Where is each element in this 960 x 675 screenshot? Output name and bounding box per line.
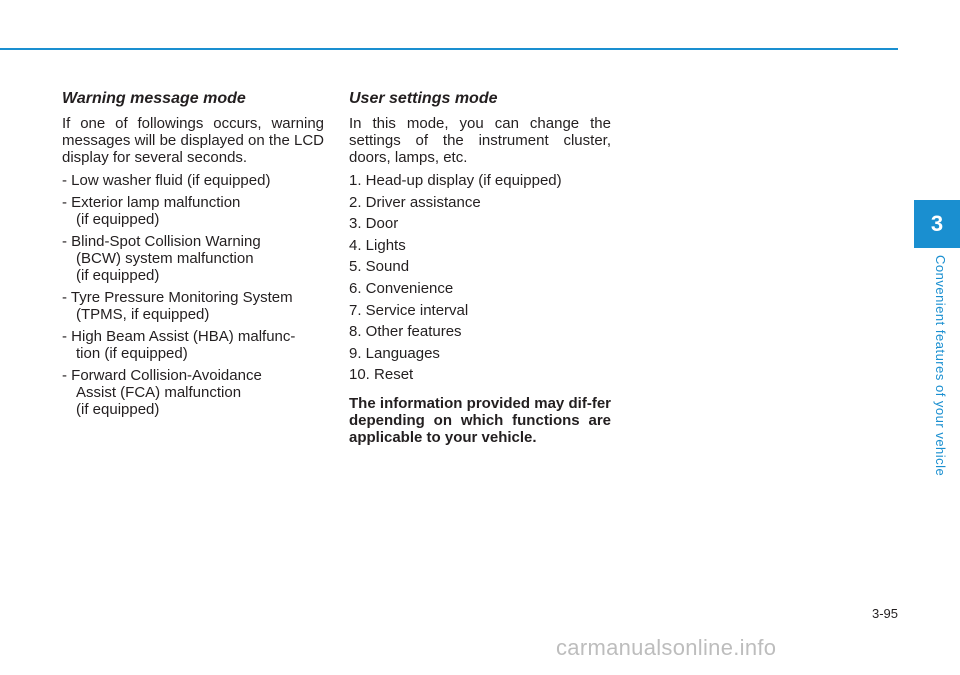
settings-list-item: 9. Languages — [349, 344, 440, 362]
warning-list-item — [62, 289, 324, 323]
warning-list-item — [62, 194, 324, 228]
warning-message-section — [62, 90, 324, 423]
user-settings-intro-paragraph: In this mode, you can change the settings of the instrument cluster, doors, lamps, etc. — [349, 115, 611, 166]
note-paragraph: The information provided may dif-fer depending on which functions are applicable to your vehicle. — [349, 395, 611, 447]
section-heading-user-settings: User settings mode — [349, 90, 498, 107]
warning-intro-paragraph: If one of followings occurs, warning messages will be displayed on the LCD display for several seconds. — [62, 115, 324, 166]
settings-list-item: 3. Door — [349, 215, 399, 233]
warning-list-item — [62, 328, 324, 362]
section-heading-warning: Warning message mode — [62, 90, 246, 107]
warning-item-text: - Blind-Spot Collision Warning — [62, 233, 261, 250]
settings-list-item: 7. Service interval — [349, 301, 469, 319]
settings-list-item: 6. Convenience — [349, 279, 454, 297]
page-number: 3-95 — [871, 606, 898, 621]
top-rule — [0, 48, 898, 50]
warning-item-continuation: (BCW) system malfunction — [76, 250, 254, 267]
settings-list-item: 4. Lights — [349, 236, 406, 254]
warning-item-text: - Forward Collision-Avoidance — [62, 367, 262, 384]
warning-item-continuation: Assist (FCA) malfunction — [76, 384, 242, 401]
warning-item-continuation: tion (if equipped) — [76, 345, 188, 362]
settings-list-item: 1. Head-up display (if equipped) — [349, 172, 562, 189]
warning-item-continuation: (TPMS, if equipped) — [76, 306, 210, 323]
watermark: carmanualsonline.info — [556, 635, 777, 660]
warning-list — [62, 172, 324, 418]
warning-item-text: - Tyre Pressure Monitoring System — [62, 289, 293, 306]
warning-list-item — [62, 233, 324, 284]
settings-list — [349, 172, 611, 383]
chapter-number-tab: 3 — [914, 200, 960, 248]
warning-item-continuation: (if equipped) — [76, 267, 160, 284]
warning-list-item — [62, 172, 324, 189]
warning-item-text: - Low washer fluid (if equipped) — [62, 172, 271, 189]
settings-list-item: 5. Sound — [349, 258, 410, 276]
settings-list-item: 2. Driver assistance — [349, 193, 481, 211]
chapter-title-vertical: Convenient features of your vehicle — [933, 255, 948, 477]
settings-list-item: 8. Other features — [349, 323, 462, 341]
settings-list-item: 10. Reset — [349, 366, 414, 384]
warning-item-continuation: (if equipped) — [76, 401, 160, 418]
warning-item-text: - Exterior lamp malfunction — [62, 194, 241, 211]
warning-item-continuation: (if equipped) — [76, 211, 160, 228]
user-settings-section — [349, 90, 611, 446]
warning-item-text: - High Beam Assist (HBA) malfunc- — [62, 328, 296, 345]
warning-list-item — [62, 367, 324, 418]
